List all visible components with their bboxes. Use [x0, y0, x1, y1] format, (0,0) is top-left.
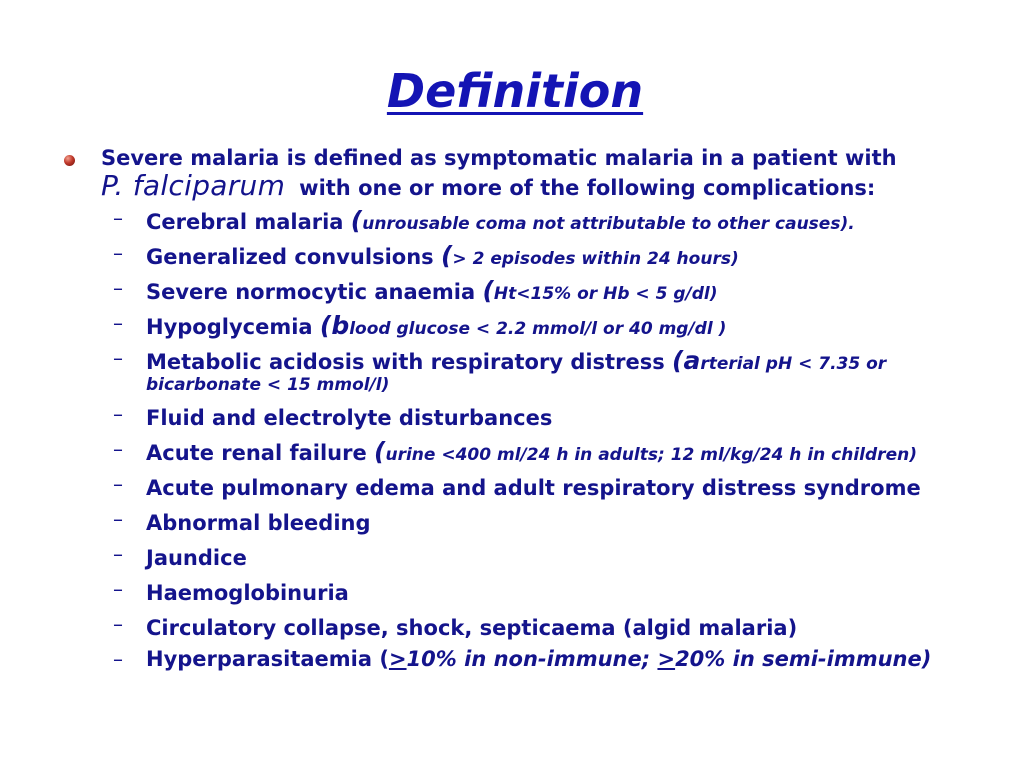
dash-marker: – [113, 507, 123, 531]
gte-sign-2: > [657, 647, 676, 671]
dash-marker: – [113, 542, 123, 566]
organism-name: P. falciparum [101, 169, 286, 202]
complication-item [113, 542, 993, 571]
complications-list [113, 206, 993, 678]
dash-marker: – [113, 437, 123, 461]
complication-name: Hypoglycemia [146, 315, 320, 339]
complication-note: urine <400 ml/24 h in adults; 12 ml/kg/24 h in children) [385, 445, 917, 465]
intro-text-after: with one or more of the following complications: [299, 176, 876, 200]
note-open-paren: (b [319, 311, 350, 340]
complication-name: Hyperparasitaemia ( [146, 647, 389, 671]
complication-item [113, 472, 993, 501]
complication-note: unrousable coma not attributable to other causes). [362, 214, 855, 234]
threshold-semi-immune: 20% in semi-immune) [675, 647, 932, 671]
complication-name: Metabolic acidosis with respiratory distress [146, 350, 673, 374]
complication-name: Severe normocytic anaemia [146, 280, 483, 304]
gte-sign-1: > [388, 647, 407, 671]
dash-marker: – [113, 472, 123, 496]
complication-item [113, 206, 993, 235]
dash-marker: – [113, 612, 123, 636]
complication-item [113, 402, 993, 431]
intro-text-before: Severe malaria is defined as symptomatic malaria in a patient with [101, 146, 897, 170]
complication-name: Circulatory collapse, shock, septicaema (algid malaria) [146, 616, 798, 640]
dash-marker: – [113, 346, 123, 370]
complication-item [113, 276, 993, 305]
complication-name: Generalized convulsions [146, 245, 441, 269]
dash-marker: – [113, 577, 123, 601]
complication-name: Haemoglobinuria [146, 581, 349, 605]
complication-item-hyperparasitaemia [113, 647, 993, 672]
complication-name: Abnormal bleeding [146, 511, 371, 535]
dash-marker: – [113, 311, 123, 335]
dash-marker: – [113, 241, 123, 265]
complication-name: Fluid and electrolyte disturbances [146, 406, 553, 430]
intro-line-2 [101, 169, 1001, 202]
complication-note: rterial pH < 7.35 or bicarbonate < 15 mmol/l) [146, 354, 887, 395]
complication-item [113, 507, 993, 536]
complication-item [113, 437, 993, 466]
note-open-paren: ( [350, 206, 363, 235]
slide-title: Definition [386, 64, 644, 118]
dash-marker: – [113, 276, 123, 300]
note-open-paren: ( [374, 437, 386, 466]
intro-paragraph [101, 144, 1001, 202]
complication-item [113, 241, 993, 270]
note-open-paren: ( [440, 241, 453, 270]
complication-note: > 2 episodes within 24 hours) [452, 249, 739, 269]
complication-item [113, 612, 993, 641]
complication-note: Ht<15% or Hb < 5 g/dl) [493, 284, 718, 304]
complication-note: lood glucose < 2.2 mmol/l or 40 mg/dl ) [349, 319, 727, 339]
complication-name: Acute renal failure [146, 441, 375, 465]
dash-marker: – [113, 206, 123, 230]
dash-marker: – [113, 647, 123, 671]
complication-item [113, 577, 993, 606]
round-bullet-icon [64, 155, 75, 166]
complication-name: Jaundice [146, 546, 247, 570]
note-open-paren: ( [482, 276, 494, 305]
complication-item [113, 311, 993, 340]
note-open-paren: (a [672, 346, 701, 375]
complication-item [113, 346, 993, 396]
complication-name: Acute pulmonary edema and adult respiratory distress syndrome [146, 476, 921, 500]
threshold-non-immune: 10% in non-immune; [406, 647, 658, 671]
complication-name: Cerebral malaria [146, 210, 351, 234]
dash-marker: – [113, 402, 123, 426]
